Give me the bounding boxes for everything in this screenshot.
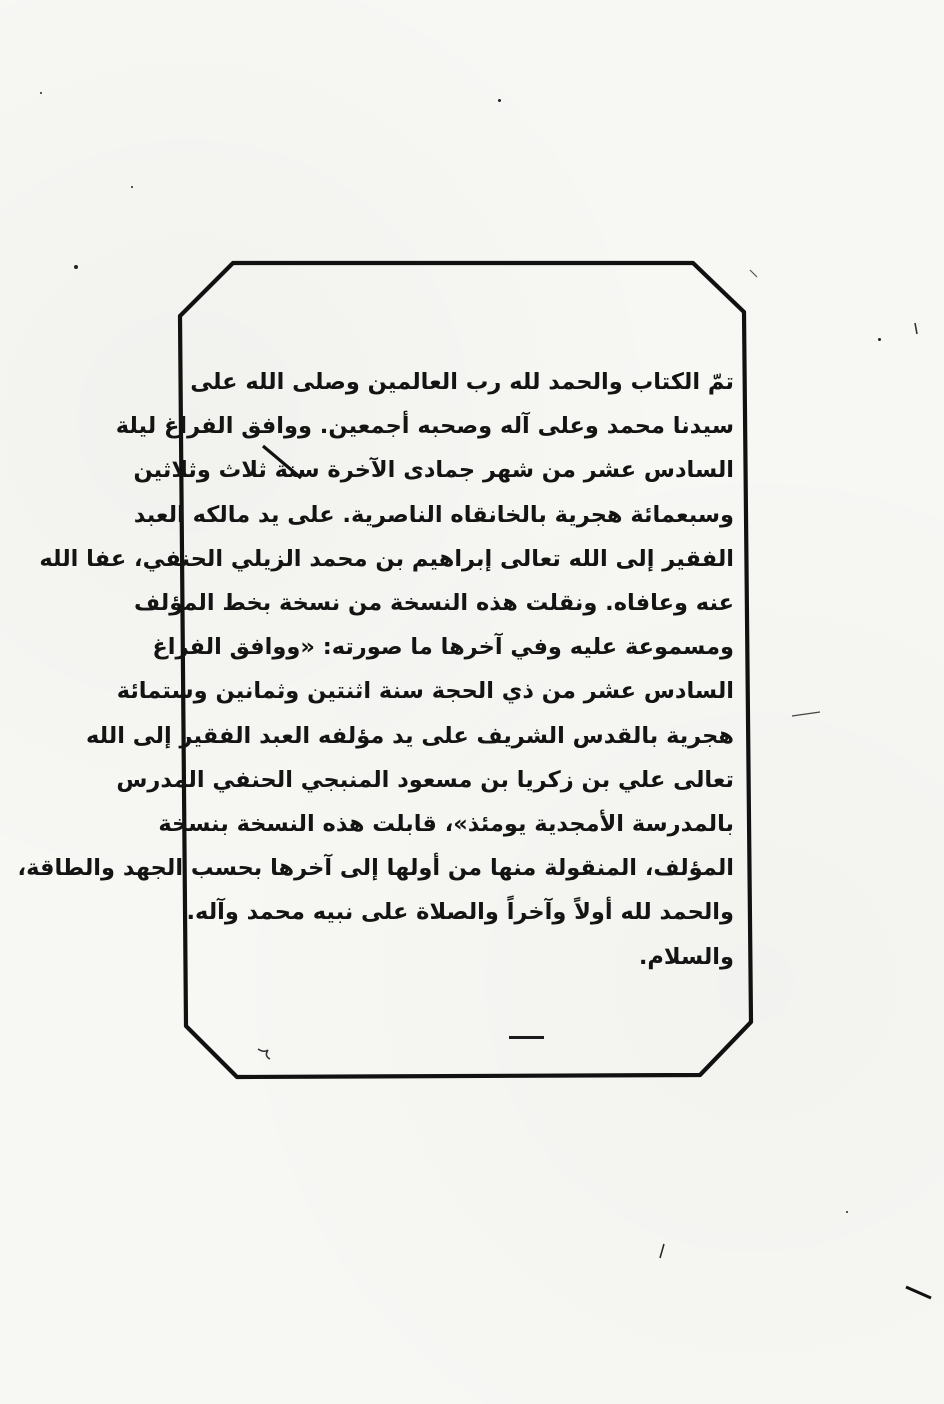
speck xyxy=(40,92,42,94)
colophon-line: بالمدرسة الأمجدية يومئذ»، قابلت هذه النسخة بنسخة xyxy=(158,811,734,838)
edge-mark-side xyxy=(915,323,917,334)
edge-mark-upper xyxy=(750,270,757,277)
colophon-line: والسلام. xyxy=(638,943,734,970)
colophon-line: السادس عشر من ذي الحجة سنة اثنتين وثمانين وستمائة xyxy=(116,678,734,705)
speck xyxy=(846,1211,848,1213)
colophon-text xyxy=(17,360,734,979)
colophon-line: الفقير إلى الله تعالى إبراهيم بن محمد الزيلي الحنفي، عفا الله xyxy=(39,545,734,572)
edge-mark-lower xyxy=(660,1244,664,1258)
end-divider xyxy=(509,1036,544,1039)
colophon-line: السادس عشر من شهر جمادى الآخرة سنة ثلاث وثلاثين xyxy=(133,457,734,484)
edge-mark-right xyxy=(906,1287,931,1298)
edge-mark-left xyxy=(792,712,820,716)
colophon-line: والحمد لله أولاً وآخراً والصلاة على نبيه محمد وآله. xyxy=(186,899,734,926)
colophon-line: ومسموعة عليه وفي آخرها ما صورته: «ووافق الفراغ xyxy=(152,634,734,661)
speck xyxy=(131,186,133,188)
ink-mark xyxy=(258,1049,270,1059)
speck xyxy=(74,265,78,269)
colophon-line: تعالى علي بن زكريا بن مسعود المنبجي الحنفي المدرس xyxy=(116,766,734,793)
speck xyxy=(498,99,501,102)
colophon-line: هجرية بالقدس الشريف على يد مؤلفه العبد الفقير إلى الله xyxy=(85,722,734,749)
colophon-line: وسبعمائة هجرية بالخانقاه الناصرية. على يد مالكه العبد xyxy=(133,501,734,528)
speck xyxy=(878,338,881,341)
colophon-line: المؤلف، المنقولة منها من أولها إلى آخرها بحسب الجهد والطاقة، xyxy=(17,855,734,882)
colophon-line: سيدنا محمد وعلى آله وصحبه أجمعين. ووافق الفراغ ليلة xyxy=(115,413,734,440)
colophon-line: عنه وعافاه. ونقلت هذه النسخة من نسخة بخط المؤلف xyxy=(133,590,734,617)
colophon-line: تمّ الكتاب والحمد لله رب العالمين وصلى الله على xyxy=(190,369,734,395)
